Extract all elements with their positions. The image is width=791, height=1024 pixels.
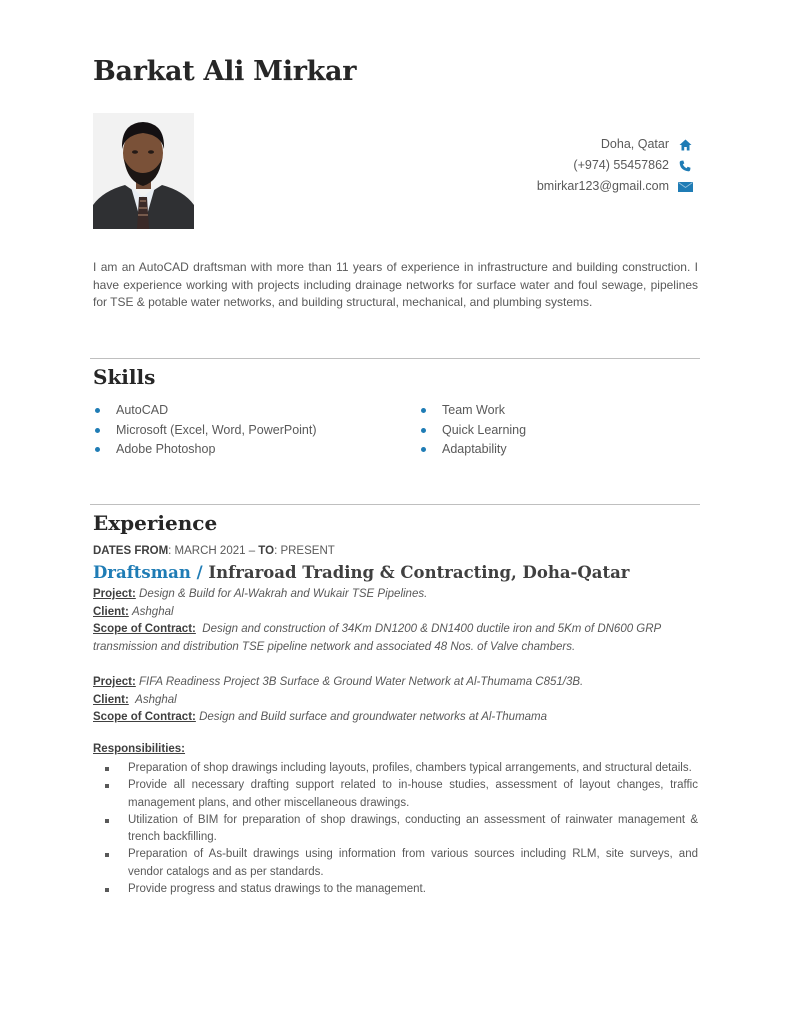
- dates-from-label: DATES FROM: [93, 545, 169, 557]
- scope-value: Design and construction of 34Km DN1200 & DN1400 ductile iron and 5Km of DN600 GRP transmission and distribution TSE pipeline network and associated 48 Nos. of Valve chambers.: [93, 623, 661, 653]
- skill-item: [93, 440, 317, 460]
- section-divider: [90, 504, 700, 505]
- responsibility-text: Provide progress and status drawings to the management.: [128, 883, 426, 896]
- responsibilities-list: [93, 760, 698, 898]
- dates-to-label: TO: [258, 545, 275, 557]
- skills-heading: Skills: [93, 365, 156, 389]
- project-value: FIFA Readiness Project 3B Surface & Ground Water Network at Al-Thumama C851/3B.: [139, 676, 584, 688]
- square-bullet-icon: [105, 819, 109, 823]
- client-value: Ashghal: [131, 605, 174, 618]
- company-name: Infraroad Trading & Contracting, Doha-Qatar: [208, 563, 630, 582]
- contact-block: [537, 134, 693, 197]
- experience-heading: Experience: [93, 511, 218, 535]
- dates-from-value: : MARCH 2021 –: [168, 545, 259, 557]
- profile-photo: [93, 113, 194, 229]
- responsibility-text: Provide all necessary drafting support related to in-house studies, assessment of layout changes, traffic management plans, and other miscellaneous drawings.: [128, 779, 698, 809]
- home-icon: [677, 138, 693, 152]
- phone-row: [537, 155, 693, 176]
- scope-value: Design and Build surface and groundwater networks at Al-Thumama: [199, 711, 548, 723]
- client-value: Ashghal: [135, 693, 177, 706]
- job-role: Draftsman /: [93, 563, 203, 582]
- responsibility-item: [93, 777, 698, 812]
- skills-list-left: [93, 401, 317, 460]
- skill-item: [93, 401, 317, 421]
- responsibility-item: [93, 760, 698, 777]
- bullet-icon: [421, 447, 426, 452]
- bullet-icon: [421, 408, 426, 413]
- email-text[interactable]: bmirkar123@gmail.com: [536, 179, 669, 193]
- responsibility-text: Utilization of BIM for preparation of shop drawings, conducting an assessment of rainwater management & trench backfilling.: [128, 813, 698, 844]
- responsibilities-label: Responsibilities:: [93, 743, 186, 755]
- location-text: Doha, Qatar: [600, 137, 669, 151]
- skill-label: Microsoft (Excel, Word, PowerPoint): [116, 422, 317, 437]
- square-bullet-icon: [105, 767, 109, 771]
- skill-item: [93, 421, 317, 441]
- project-block: [93, 586, 703, 656]
- scope-label: Scope of Contract:: [93, 623, 196, 635]
- skill-label: Adaptability: [442, 442, 507, 456]
- responsibility-item: [93, 881, 698, 898]
- project-label: Project:: [93, 588, 136, 600]
- bullet-icon: [95, 408, 100, 413]
- location-row: [537, 134, 693, 155]
- phone-icon: [677, 159, 693, 173]
- professional-summary: I am an AutoCAD draftsman with more than 11 years of experience in infrastructure and building construction. I have experience working with projects including drainage networks for surface water and foul sewage, pipelines for TSE & potable water networks, and building structural, mechanical, and plumbing systems.: [93, 260, 698, 309]
- email-row: [537, 176, 693, 197]
- bullet-icon: [421, 428, 426, 433]
- project-value: Design & Build for Al-Wakrah and Wukair TSE Pipelines.: [139, 588, 428, 600]
- candidate-name: Barkat Ali Mirkar: [93, 56, 357, 87]
- bullet-icon: [95, 447, 100, 452]
- section-divider: [90, 358, 700, 359]
- responsibility-text: Preparation of shop drawings including layouts, profiles, chambers typical arrangements, and structural details.: [128, 762, 692, 774]
- skill-label: Adobe Photoshop: [116, 442, 216, 456]
- phone-text: (+974) 55457862: [573, 158, 669, 172]
- square-bullet-icon: [105, 784, 109, 788]
- email-icon: [677, 180, 693, 194]
- job-title: [93, 563, 629, 582]
- skill-label: Quick Learning: [442, 422, 527, 437]
- dates-to-value: : PRESENT: [274, 545, 335, 557]
- client-label: Client:: [93, 605, 129, 618]
- skill-item: [419, 421, 526, 441]
- square-bullet-icon: [105, 888, 109, 892]
- scope-label: Scope of Contract:: [93, 711, 196, 723]
- skill-label: Team Work: [442, 403, 505, 417]
- project-label: Project:: [93, 676, 136, 688]
- skill-item: [419, 401, 526, 421]
- square-bullet-icon: [105, 853, 109, 857]
- project-block: [93, 674, 703, 727]
- client-label: Client:: [93, 693, 129, 706]
- responsibility-text: Preparation of As-built drawings using information from various sources including RLM, site surveys, and vendor catalogs and as per standards.: [128, 848, 698, 878]
- skill-item: [419, 440, 526, 460]
- employment-dates: [93, 545, 335, 557]
- responsibility-item: [93, 812, 698, 847]
- skill-label: AutoCAD: [116, 403, 169, 417]
- bullet-icon: [95, 428, 100, 433]
- skills-list-right: [419, 401, 526, 460]
- responsibility-item: [93, 846, 698, 881]
